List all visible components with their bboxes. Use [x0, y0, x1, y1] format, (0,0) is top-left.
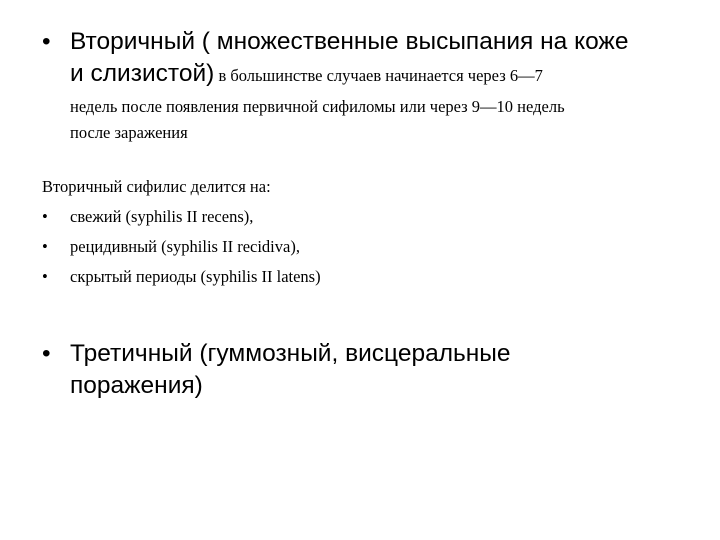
division-item-2: рецидивный (syphilis II recidiva), [70, 237, 300, 256]
division-item-1: свежий (syphilis II recens), [70, 207, 254, 226]
secondary-line-4: после заражения [70, 123, 188, 142]
secondary-line-2-large: и слизистой) [70, 60, 215, 87]
secondary-continuation [70, 94, 565, 146]
secondary-line-1: Вторичный ( множественные высыпания на коже [70, 28, 629, 55]
secondary-bullet [42, 26, 702, 90]
secondary-line-2 [70, 58, 543, 92]
tertiary-bullet [42, 338, 702, 402]
bullet-dot: • [42, 207, 48, 226]
bullet-dot: • [42, 237, 48, 256]
bullet-dot: • [42, 340, 51, 367]
division-item-3: скрытый периоды (syphilis II latens) [70, 267, 321, 286]
secondary-line-3: недель после появления первичной сифиломы или через 9—10 недель [70, 97, 565, 116]
tertiary-line-1: Третичный (гуммозный, висцеральные [70, 340, 511, 367]
tertiary-line-2: поражения) [70, 372, 203, 399]
division-heading: Вторичный сифилис делится на: [42, 177, 271, 196]
bullet-dot: • [42, 267, 48, 286]
bullet-dot: • [42, 28, 51, 55]
secondary-line-2-small: в большинстве случаев начинается через 6—7 [214, 66, 543, 85]
